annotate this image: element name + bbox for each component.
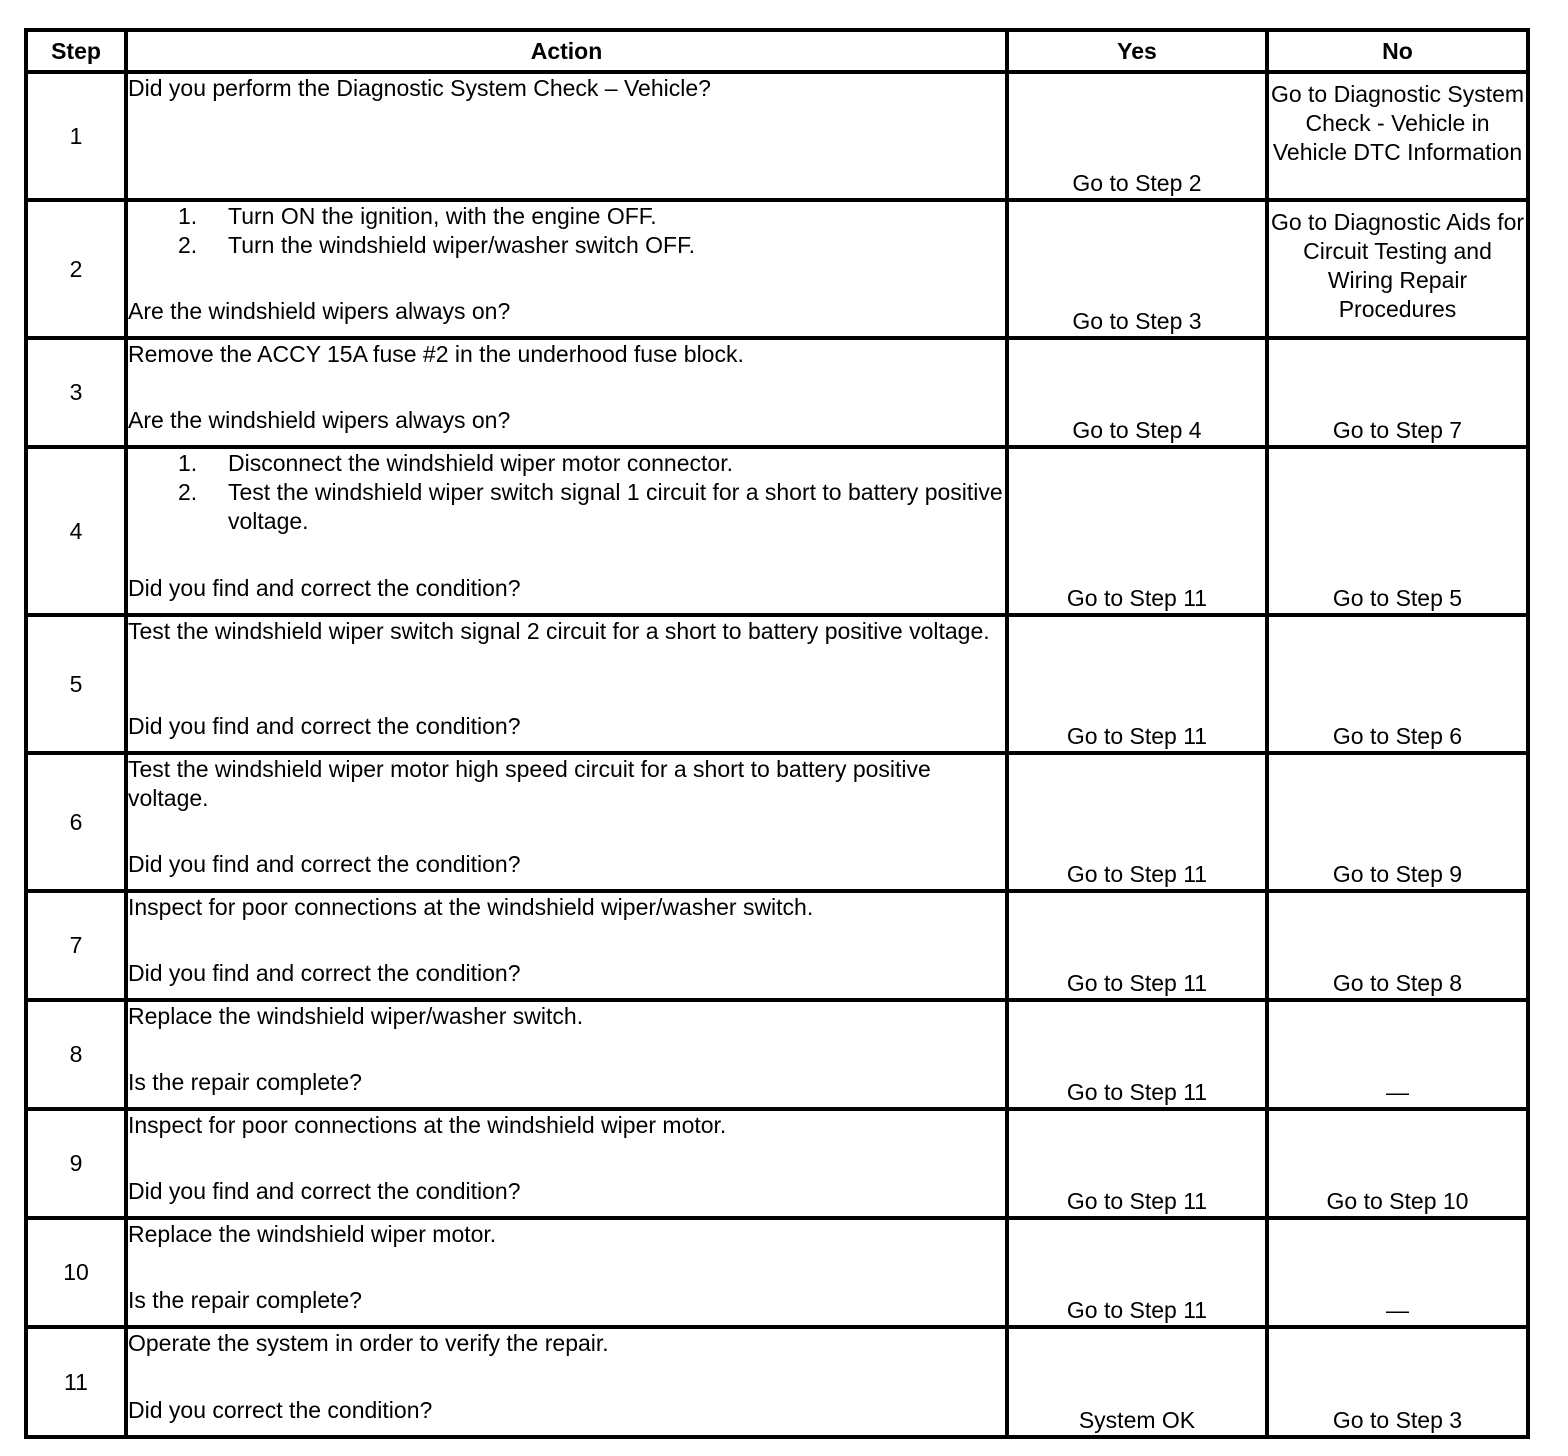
action-question: Are the windshield wipers always on? xyxy=(128,298,511,324)
list-item-text: Turn the windshield wiper/washer switch OFF. xyxy=(228,232,695,258)
action-instructions xyxy=(128,449,1005,536)
step-number: 7 xyxy=(26,891,126,1000)
action-text: Remove the ACCY 15A fuse #2 in the underhood fuse block. xyxy=(128,341,744,367)
list-item-number: 1. xyxy=(178,450,198,476)
yes-result: Go to Step 11 xyxy=(1007,753,1267,891)
list-item-text: Turn ON the ignition, with the engine OFF. xyxy=(228,203,657,229)
table-body xyxy=(26,72,1528,1437)
table-row xyxy=(26,891,1528,1000)
action-instructions xyxy=(128,1002,1005,1031)
action-list xyxy=(128,449,1005,536)
action-content xyxy=(128,1111,1005,1206)
yes-result: Go to Step 3 xyxy=(1007,200,1267,338)
action-text: Test the windshield wiper switch signal 2 circuit for a short to battery positive voltage. xyxy=(128,618,990,644)
action-instructions xyxy=(128,340,1005,369)
table-row xyxy=(26,200,1528,338)
step-number: 5 xyxy=(26,615,126,753)
no-result: — xyxy=(1267,1218,1528,1327)
list-item xyxy=(178,231,1005,260)
step-number: 6 xyxy=(26,753,126,891)
no-result: Go to Diagnostic Aids for Circuit Testing and Wiring Repair Procedures xyxy=(1267,200,1528,338)
yes-result: System OK xyxy=(1007,1327,1267,1437)
yes-result: Go to Step 11 xyxy=(1007,1109,1267,1218)
action-question: Did you find and correct the condition? xyxy=(128,960,521,986)
no-result: Go to Step 6 xyxy=(1267,615,1528,753)
list-item xyxy=(178,202,1005,231)
action-cell xyxy=(126,1000,1007,1109)
list-item xyxy=(178,478,1005,536)
action-content xyxy=(128,1329,1005,1425)
no-result: Go to Step 7 xyxy=(1267,338,1528,447)
table-row xyxy=(26,447,1528,615)
action-content xyxy=(128,74,1005,188)
list-item-number: 2. xyxy=(178,232,198,258)
step-number: 8 xyxy=(26,1000,126,1109)
action-instructions xyxy=(128,1220,1005,1249)
no-result: Go to Step 8 xyxy=(1267,891,1528,1000)
table-row xyxy=(26,338,1528,447)
no-result: — xyxy=(1267,1000,1528,1109)
header-step: Step xyxy=(26,30,126,72)
no-result: Go to Step 3 xyxy=(1267,1327,1528,1437)
action-instructions xyxy=(128,1111,1005,1140)
yes-result: Go to Step 11 xyxy=(1007,615,1267,753)
step-number: 4 xyxy=(26,447,126,615)
table-row xyxy=(26,72,1528,200)
table-row xyxy=(26,1109,1528,1218)
step-number: 9 xyxy=(26,1109,126,1218)
yes-result: Go to Step 4 xyxy=(1007,338,1267,447)
action-list xyxy=(128,202,1005,260)
action-text: Did you perform the Diagnostic System Check – Vehicle? xyxy=(128,75,711,101)
action-content xyxy=(128,755,1005,879)
list-item-number: 2. xyxy=(178,479,198,505)
table-row xyxy=(26,1218,1528,1327)
action-question: Did you find and correct the condition? xyxy=(128,1178,521,1204)
table-row xyxy=(26,615,1528,753)
action-question: Is the repair complete? xyxy=(128,1069,362,1095)
no-result: Go to Diagnostic System Check - Vehicle in Vehicle DTC Information xyxy=(1267,72,1528,200)
yes-result: Go to Step 11 xyxy=(1007,447,1267,615)
action-cell xyxy=(126,1327,1007,1437)
action-instructions xyxy=(128,74,1005,103)
list-item xyxy=(178,449,1005,478)
action-cell xyxy=(126,200,1007,338)
action-content xyxy=(128,893,1005,988)
table-row xyxy=(26,1327,1528,1437)
step-number: 3 xyxy=(26,338,126,447)
action-text: Inspect for poor connections at the windshield wiper motor. xyxy=(128,1112,727,1138)
action-text: Operate the system in order to verify the repair. xyxy=(128,1330,609,1356)
table-row xyxy=(26,1000,1528,1109)
action-content xyxy=(128,449,1005,603)
no-result: Go to Step 9 xyxy=(1267,753,1528,891)
action-instructions xyxy=(128,755,1005,813)
action-cell xyxy=(126,891,1007,1000)
step-number: 1 xyxy=(26,72,126,200)
action-content xyxy=(128,617,1005,741)
action-text: Test the windshield wiper motor high speed circuit for a short to battery positive voltage. xyxy=(128,756,931,811)
action-question: Did you find and correct the condition? xyxy=(128,575,521,601)
action-instructions xyxy=(128,617,1005,646)
yes-result: Go to Step 11 xyxy=(1007,1218,1267,1327)
action-instructions xyxy=(128,893,1005,922)
action-text: Replace the windshield wiper motor. xyxy=(128,1221,497,1247)
action-text: Replace the windshield wiper/washer switch. xyxy=(128,1003,584,1029)
yes-result: Go to Step 11 xyxy=(1007,891,1267,1000)
action-content xyxy=(128,340,1005,435)
action-cell xyxy=(126,72,1007,200)
action-cell xyxy=(126,447,1007,615)
action-content xyxy=(128,202,1005,326)
action-instructions xyxy=(128,1329,1005,1358)
table-row xyxy=(26,753,1528,891)
action-question: Did you find and correct the condition? xyxy=(128,851,521,877)
step-number: 11 xyxy=(26,1327,126,1437)
action-cell xyxy=(126,615,1007,753)
yes-result: Go to Step 2 xyxy=(1007,72,1267,200)
action-cell xyxy=(126,338,1007,447)
list-item-number: 1. xyxy=(178,203,198,229)
action-content xyxy=(128,1220,1005,1315)
action-question: Did you correct the condition? xyxy=(128,1397,433,1423)
header-no: No xyxy=(1267,30,1528,72)
action-text: Inspect for poor connections at the windshield wiper/washer switch. xyxy=(128,894,814,920)
header-action: Action xyxy=(126,30,1007,72)
step-number: 10 xyxy=(26,1218,126,1327)
action-question: Did you find and correct the condition? xyxy=(128,713,521,739)
list-item-text: Test the windshield wiper switch signal 1 circuit for a short to battery positive voltage. xyxy=(228,479,1003,534)
header-yes: Yes xyxy=(1007,30,1267,72)
action-cell xyxy=(126,1218,1007,1327)
no-result: Go to Step 10 xyxy=(1267,1109,1528,1218)
action-question: Is the repair complete? xyxy=(128,1287,362,1313)
step-number: 2 xyxy=(26,200,126,338)
header-row xyxy=(26,30,1528,72)
action-content xyxy=(128,1002,1005,1097)
list-item-text: Disconnect the windshield wiper motor connector. xyxy=(228,450,733,476)
no-result: Go to Step 5 xyxy=(1267,447,1528,615)
yes-result: Go to Step 11 xyxy=(1007,1000,1267,1109)
action-question: Are the windshield wipers always on? xyxy=(128,407,511,433)
action-cell xyxy=(126,1109,1007,1218)
action-instructions xyxy=(128,202,1005,260)
action-cell xyxy=(126,753,1007,891)
diagnostic-table xyxy=(24,28,1530,1439)
